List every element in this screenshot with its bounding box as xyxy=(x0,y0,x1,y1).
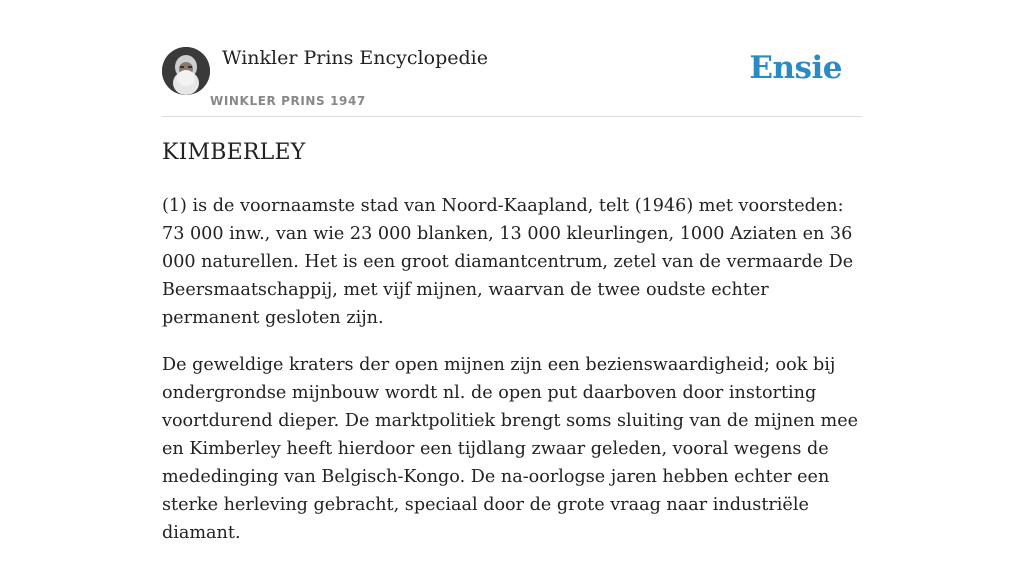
site-header xyxy=(162,40,862,117)
author-avatar[interactable] xyxy=(162,47,210,95)
article-title: KIMBERLEY xyxy=(162,140,306,165)
publication-title[interactable]: Winkler Prins Encyclopedie xyxy=(222,47,488,69)
article-body xyxy=(162,192,862,566)
article-paragraph: (1) is de voornaamste stad van Noord-Kaapland, telt (1946) met voorsteden: 73 000 inw., van wie 23 000 blanken, 13 000 kleurlingen, 1000 Aziaten en 36 000 naturellen. Het is een groot diamantcentrum, zetel van de vermaarde De Beersmaatschappij, met vijf mijnen, waarvan de twee oudste echter permanent gesloten zijn. xyxy=(162,196,854,328)
author-portrait-icon xyxy=(162,47,210,95)
edition-label[interactable]: WINKLER PRINS 1947 xyxy=(210,94,366,108)
article-paragraph: De geweldige kraters der open mijnen zijn een bezienswaardigheid; ook bij ondergrondse mijnbouw wordt nl. de open put daarboven door instorting voortdurend dieper. De marktpolitiek brengt soms sluiting van de mijnen mee en Kimberley heeft hierdoor een tijdlang zwaar geleden, vooral wegens de mededinging van Belgisch-Kongo. De na-oorlogse jaren hebben echter een sterke herleving gebracht, speciaal door de grote vraag naar industriële diamant. xyxy=(162,355,859,543)
ensie-logo-link[interactable]: Ensie xyxy=(749,50,842,86)
